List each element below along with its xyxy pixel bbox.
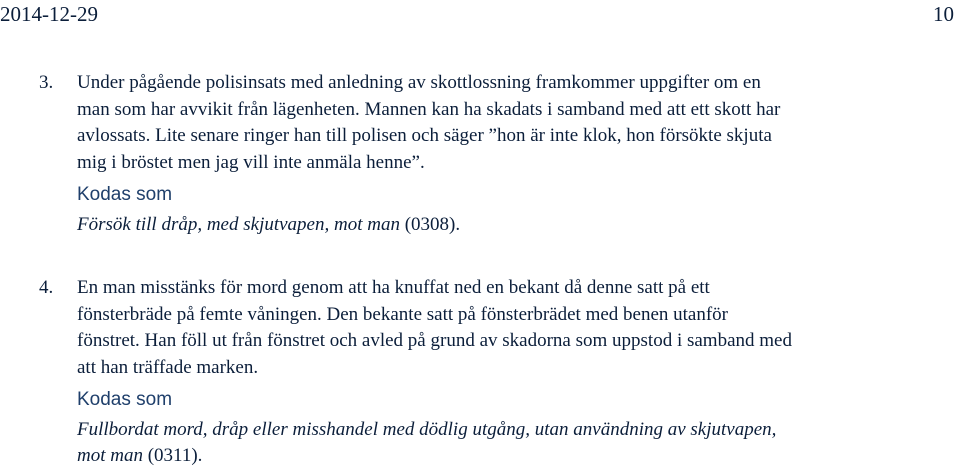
item-body-continued — [77, 302, 958, 470]
list-item-3 — [0, 70, 958, 238]
code-classification — [77, 417, 958, 444]
item-text-line: man som har avvikit från lägenheten. Mannen kan ha skadats i samband med att ett skott har — [77, 98, 781, 120]
item-text-line: att han träffade marken. — [77, 356, 259, 378]
kodas-som-label: Kodas som — [77, 184, 173, 205]
item-text-line: Under pågående polisinsats med anledning av skottlossning framkommer uppgifter om en — [77, 72, 761, 93]
item-number: 3. — [39, 72, 54, 93]
code-number: (0311). — [142, 445, 203, 466]
item-text-line: mig i bröstet men jag vill inte anmäla henne”. — [77, 151, 425, 173]
list-item-4 — [0, 275, 958, 470]
item-body — [77, 275, 958, 302]
code-text: Försök till dråp, med skjutvapen, mot man — [77, 213, 400, 235]
code-text: mot man — [77, 445, 143, 466]
header-date: 2014-12-29 — [0, 2, 98, 26]
code-number: (0308). — [399, 213, 461, 235]
kodas-som-label: Kodas som — [77, 389, 173, 410]
item-body — [77, 70, 958, 238]
code-text: Fullbordat mord, dråp eller misshandel med dödlig utgång, utan användning av skjutvapen, — [77, 418, 777, 440]
item-text-line: fönsterbräde på femte våningen. Den bekante satt på fönsterbrädet med benen utanför — [77, 303, 729, 325]
item-text-line: avlossats. Lite senare ringer han till polisen och säger ”hon är inte klok, hon försökte skjuta — [77, 125, 772, 146]
code-classification — [77, 212, 958, 239]
item-number: 4. — [39, 277, 54, 298]
item-text-line: fönstret. Han föll ut från fönstret och avled på grund av skadorna som uppstod i samband med — [77, 330, 792, 351]
item-text-line: En man misstänks för mord genom att ha knuffat ned en bekant då denne satt på ett — [77, 277, 710, 298]
code-classification-continued — [77, 443, 958, 470]
page-number: 10 — [933, 2, 954, 26]
